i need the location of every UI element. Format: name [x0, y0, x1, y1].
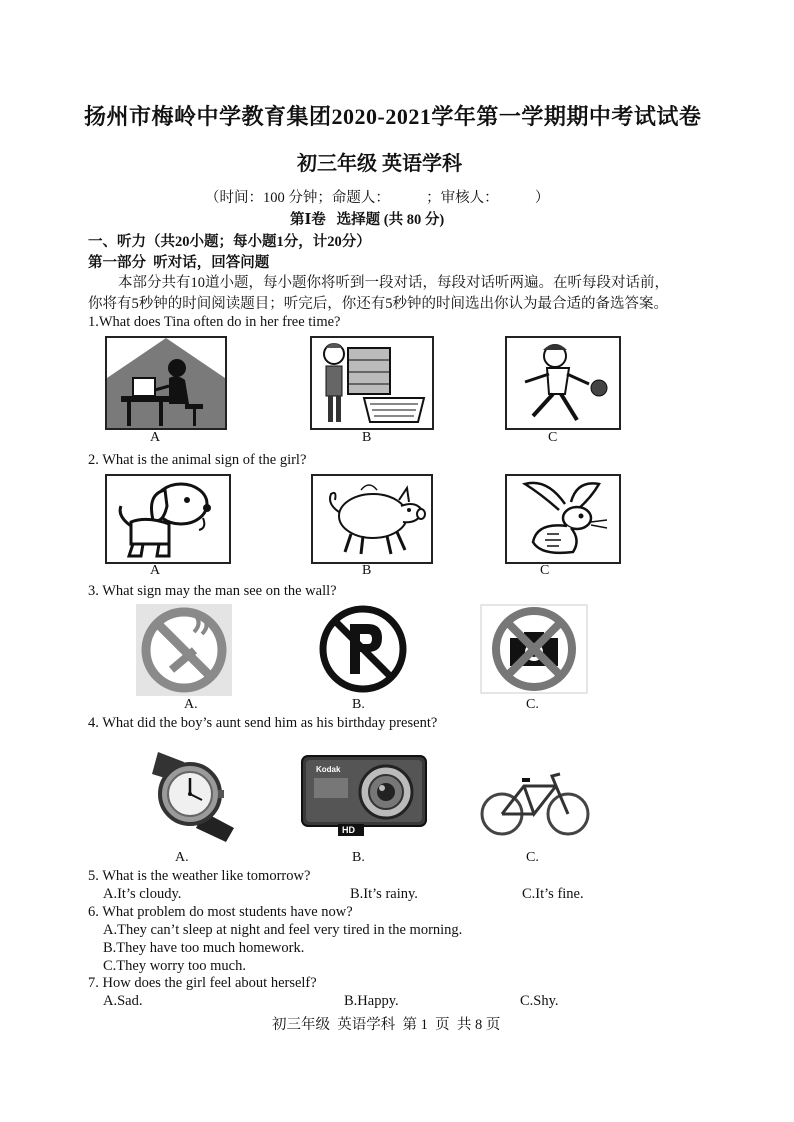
- option-c: C.It’s fine.: [522, 886, 584, 902]
- volume-heading: 第Ⅰ卷 选择题 (共 80 分): [290, 212, 445, 228]
- option-a: A.It’s cloudy.: [103, 886, 182, 902]
- question-5: 5. What is the weather like tomorrow?: [88, 868, 311, 884]
- option-b: B.Happy.: [344, 993, 399, 1009]
- option-label: C.: [526, 697, 539, 712]
- option-a: A.They can’t sleep at night and feel very tired in the morning.: [103, 922, 463, 938]
- part-heading: 第一部分 听对话，回答问题: [88, 255, 270, 271]
- no-parking-sign-icon: [318, 604, 408, 694]
- wristwatch-icon: [138, 744, 248, 844]
- camera-brand: Kodak: [316, 765, 341, 774]
- girl-at-computer-icon: [105, 336, 227, 430]
- bicycle-icon: [478, 768, 592, 840]
- digital-camera-icon: [300, 752, 428, 838]
- camera-hd-badge: HD: [342, 825, 355, 835]
- rabbit-icon: [505, 474, 621, 564]
- exam-info: （时间：100 分钟；命题人： ；审核人： ）: [205, 190, 550, 206]
- option-label: A.: [175, 850, 189, 865]
- option-b: B.It’s rainy.: [350, 886, 418, 902]
- girl-playing-basketball-icon: [505, 336, 621, 430]
- option-a: A.Sad.: [103, 993, 143, 1009]
- no-smoking-sign-icon: [136, 604, 232, 696]
- girl-washing-clothes-icon: [310, 336, 434, 430]
- option-label: B: [362, 430, 372, 445]
- question-4: 4. What did the boy’s aunt send him as his birthday present?: [88, 715, 438, 731]
- option-label: A: [150, 430, 161, 445]
- exam-subtitle: 初三年级 英语学科: [297, 153, 462, 175]
- no-photography-sign-icon: [480, 604, 588, 694]
- question-2: 2. What is the animal sign of the girl?: [88, 452, 307, 468]
- instructions-line-1: 本部分共有10道小题，每小题你将听到一段对话，每段对话听两遍。在听每段对话前，: [118, 275, 669, 291]
- option-label: C: [540, 563, 550, 578]
- dog-icon: [105, 474, 231, 564]
- question-1: 1.What does Tina often do in her free time?: [88, 314, 341, 330]
- option-label: C: [548, 430, 558, 445]
- option-label: B.: [352, 850, 365, 865]
- option-label: A.: [184, 697, 198, 712]
- exam-title: 扬州市梅岭中学教育集团2020-2021学年第一学期期中考试试卷: [84, 104, 702, 129]
- question-7: 7. How does the girl feel about herself?: [88, 975, 317, 991]
- pig-icon: [311, 474, 433, 564]
- instructions-line-2: 你将有5秒钟的时间阅读题目；听完后，你还有5秒钟的时间选出你认为最合适的备选答案。: [88, 296, 668, 312]
- question-3: 3. What sign may the man see on the wall?: [88, 583, 337, 599]
- option-b: B.They have too much homework.: [103, 940, 305, 956]
- option-label: B: [362, 563, 372, 578]
- option-label: B.: [352, 697, 365, 712]
- question-6: 6. What problem do most students have now?: [88, 904, 353, 920]
- option-label: A: [150, 563, 161, 578]
- option-c: C.Shy.: [520, 993, 559, 1009]
- option-c: C.They worry too much.: [103, 958, 246, 974]
- section-heading: 一、听力（共20小题；每小题1分，计20分）: [88, 234, 371, 250]
- option-label: C.: [526, 850, 539, 865]
- page-footer: 初三年级 英语学科 第 1 页 共 8 页: [272, 1017, 501, 1033]
